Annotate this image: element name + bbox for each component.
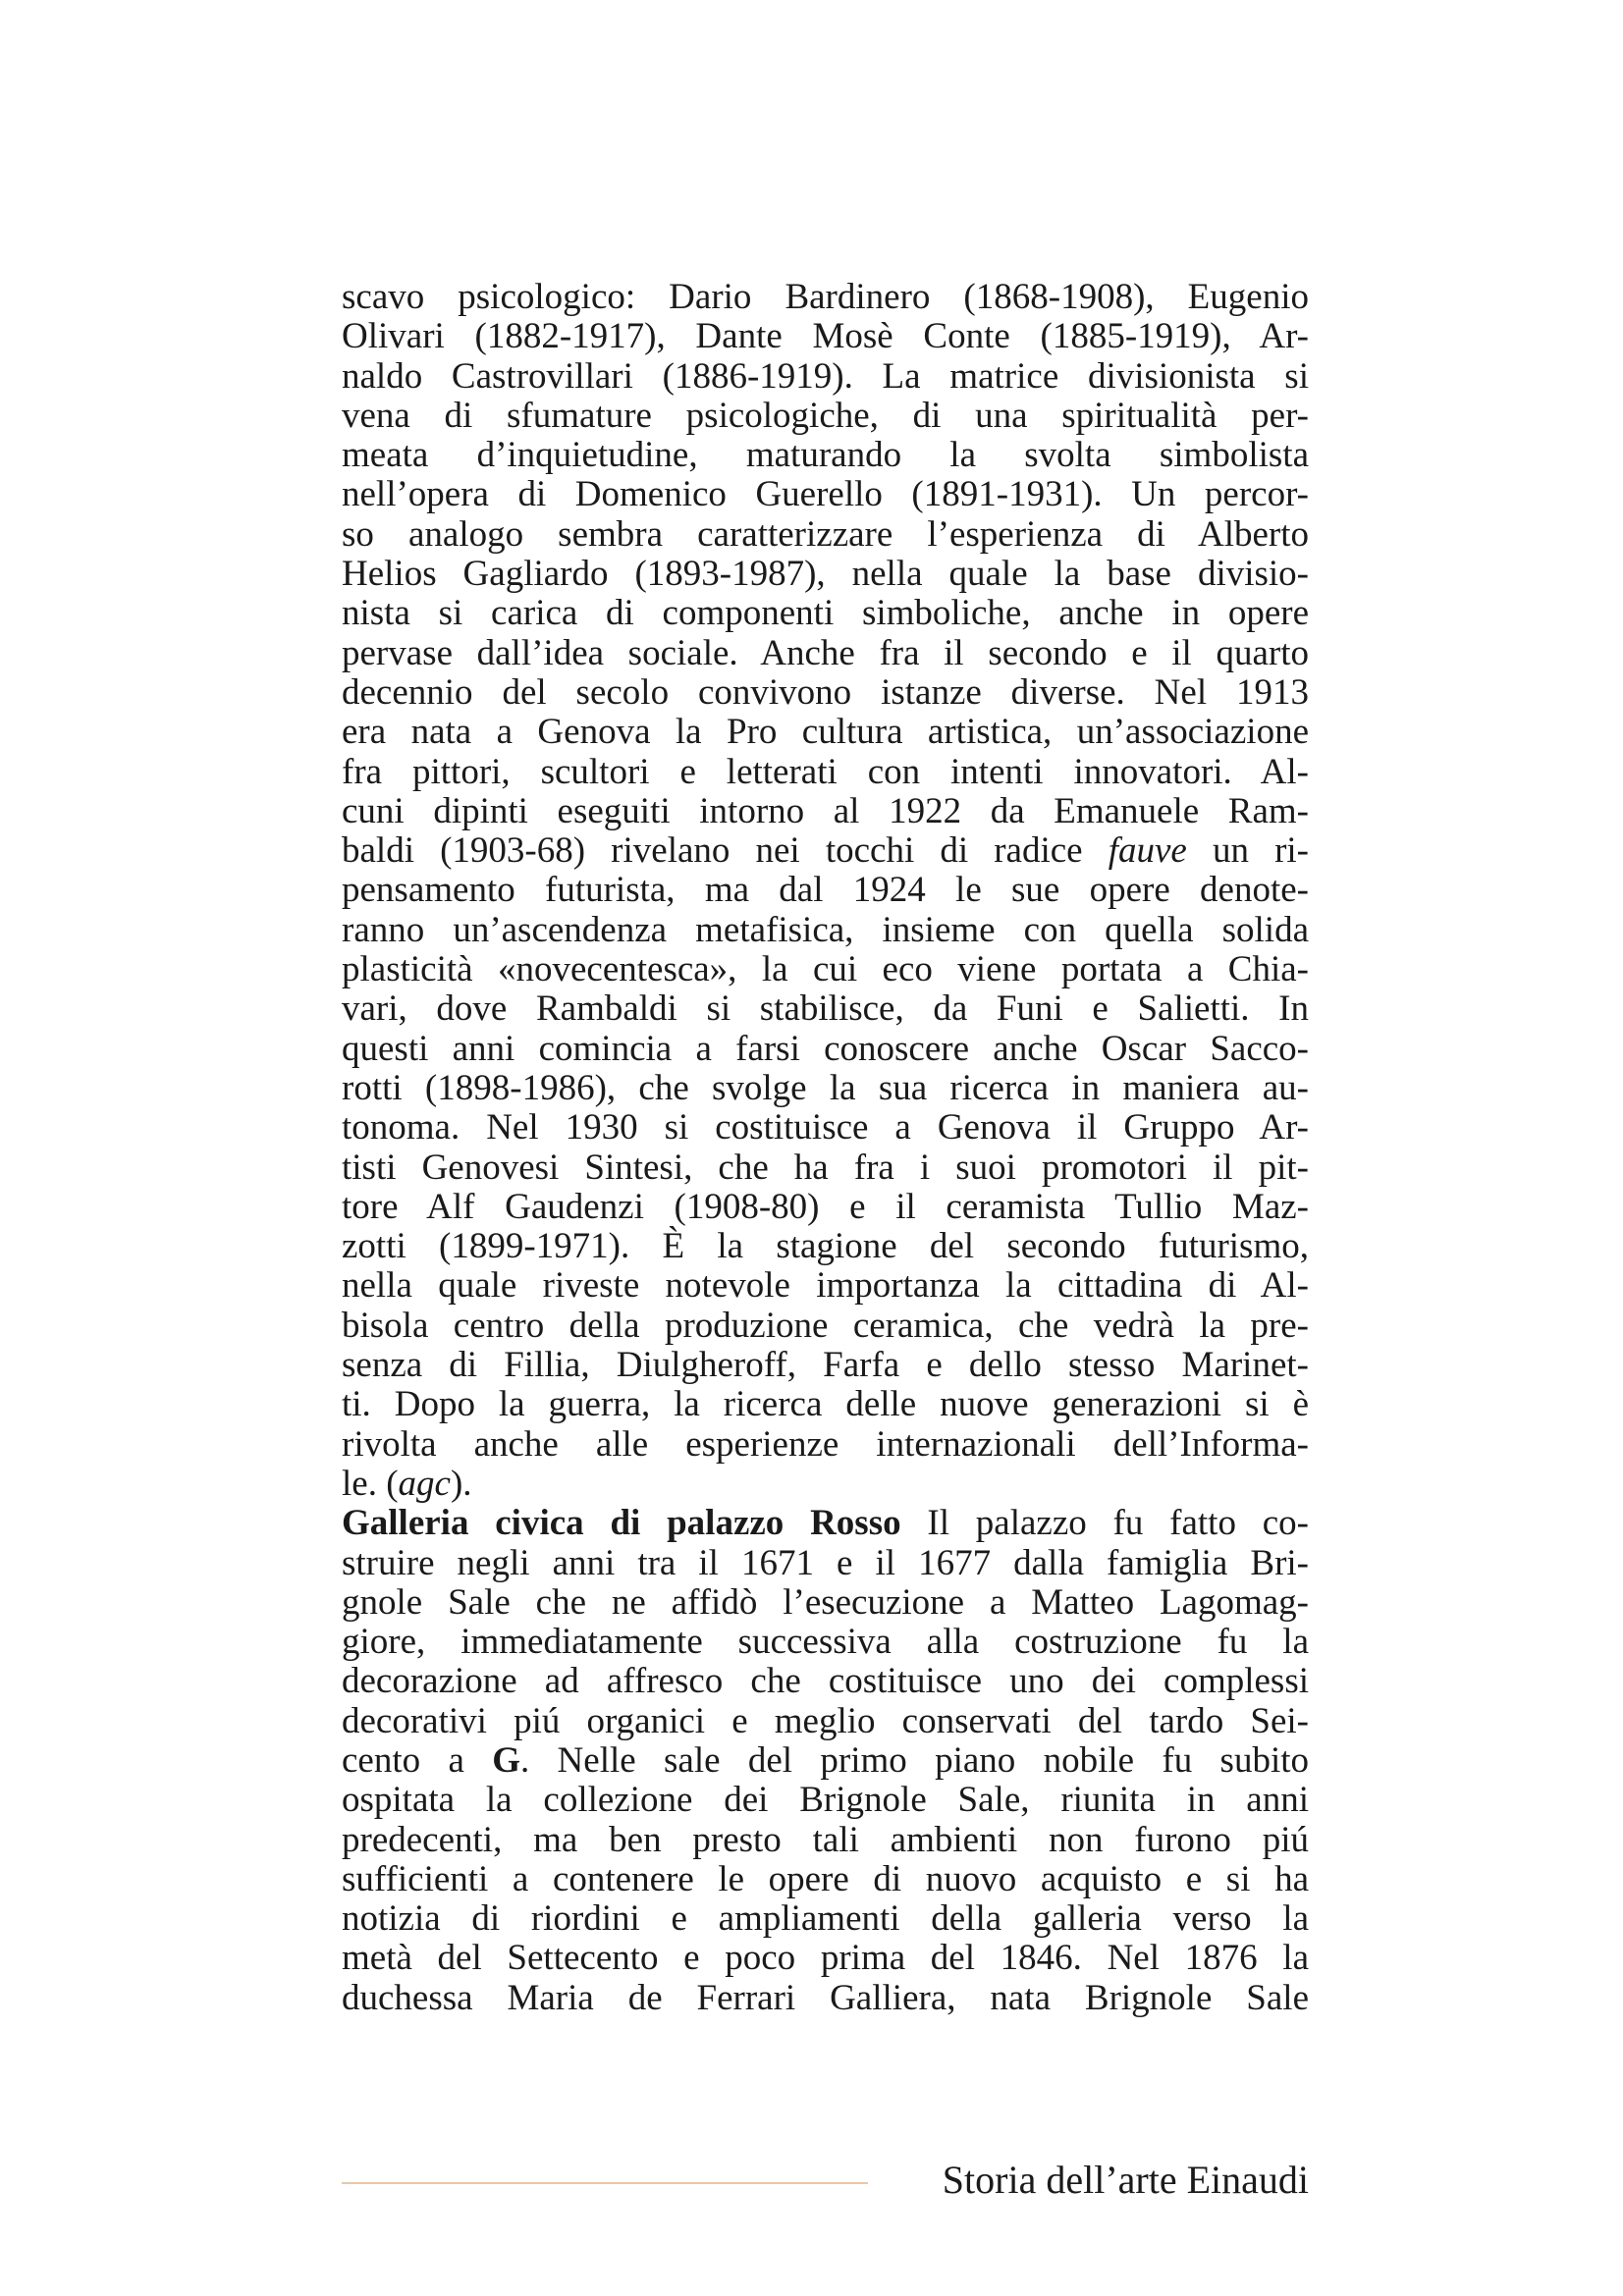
italic-text: agc [398,1463,451,1504]
text-line [342,1623,1309,1662]
text-line [342,1069,1309,1108]
text-line [342,1821,1309,1860]
text-line [342,1307,1309,1346]
text-segment: senza di Fillia, Diulgheroff, Farfa e dello stesso Marinet- [342,1345,1309,1386]
text-line [342,673,1309,713]
text-segment: so analogo sembra caratterizzare l’esperienza di Alberto [342,513,1309,555]
text-segment: ranno un’ascendenza metafisica, insieme con quella solida [342,909,1309,950]
text-line [342,1030,1309,1069]
text-segment: vari, dove Rambaldi si stabilisce, da Funi e Salietti. In [342,988,1309,1030]
text-line [342,278,1309,317]
text-segment: nella quale riveste notevole importanza la cittadina di Al- [342,1265,1309,1307]
text-segment: meata d’inquietudine, maturando la svolta simbolista [342,435,1309,476]
text-line [342,1465,1309,1504]
text-line [342,792,1309,831]
text-segment: cuni dipinti eseguiti intorno al 1922 da Emanuele Ram- [342,790,1309,831]
text-line [342,594,1309,633]
text-segment: bisola centro della produzione ceramica, che vedrà la pre- [342,1305,1309,1346]
text-segment: decorativi piú organici e meglio conservati del tardo Sei- [342,1700,1309,1741]
text-line [342,555,1309,594]
text-segment: scavo psicologico: Dario Bardinero (1868-1908), Eugenio [342,277,1309,317]
text-segment: pervase dall’idea sociale. Anche fra il secondo e il quarto [342,632,1309,673]
text-line [342,1227,1309,1266]
text-line [342,1702,1309,1741]
text-line [342,950,1309,989]
text-segment: plasticità «novecentesca», la cui eco viene portata a Chia- [342,949,1309,990]
text-segment: pensamento futurista, ma dal 1924 le sue opere denote- [342,870,1309,911]
text-line [342,1781,1309,1820]
text-segment: duchessa Maria de Ferrari Galliera, nata Brignole Sale [342,1977,1309,2018]
text-line [342,1662,1309,1701]
text-line [342,1899,1309,1939]
text-segment: nell’opera di Domenico Guerello (1891-1931). Un percor- [342,474,1309,515]
text-segment: tisti Genovesi Sintesi, che ha fra i suoi promotori il pit- [342,1147,1309,1188]
text-line [342,397,1309,436]
bold-text: Galleria civica di palazzo Rosso [342,1503,901,1544]
text-segment: predecenti, ma ben presto tali ambienti non furono piú [342,1819,1309,1860]
text-segment: ospitata la collezione dei Brignole Sale, riunita in anni [342,1780,1309,1821]
text-segment: struire negli anni tra il 1671 e il 1677 dalla famiglia Bri- [342,1542,1309,1583]
text-segment: tore Alf Gaudenzi (1908-80) e il ceramista Tullio Maz- [342,1186,1309,1227]
text-line [342,1108,1309,1148]
text-line [342,871,1309,910]
text-line [342,1979,1309,2018]
text-line [342,831,1309,871]
text-segment: rotti (1898-1986), che svolge la sua ricerca in maniera au- [342,1067,1309,1108]
text-line [342,1385,1309,1424]
text-segment: questi anni comincia a farsi conoscere anche Oscar Sacco- [342,1028,1309,1069]
text-segment: Olivari (1882-1917), Dante Mosè Conte (1885-1919), Ar- [342,316,1309,357]
text-line [342,713,1309,752]
text-line [342,1741,1309,1781]
text-segment: Helios Gagliardo (1893-1987), nella quale la base divisio- [342,554,1309,595]
text-segment: era nata a Genova la Pro cultura artistica, un’associazione [342,712,1309,753]
text-segment: baldi (1903-68) rivelano nei tocchi di radice [342,830,1109,872]
text-segment: decennio del secolo convivono istanze diverse. Nel 1913 [342,671,1309,713]
text-line [342,634,1309,673]
text-line [342,515,1309,555]
text-segment: ti. Dopo la guerra, la ricerca delle nuove generazioni si è [342,1384,1309,1425]
text-segment: notizia di riordini e ampliamenti della galleria verso la [342,1898,1309,1940]
text-segment: gnole Sale che ne affidò l’esecuzione a Matteo Lagomag- [342,1581,1309,1623]
bold-text: G [492,1739,520,1781]
italic-text: fauve [1108,830,1187,872]
text-line [342,911,1309,950]
text-segment: fra pittori, scultori e letterati con intenti innovatori. Al- [342,751,1309,792]
text-line [342,1544,1309,1583]
text-line [342,1504,1309,1543]
text-segment: tonoma. Nel 1930 si costituisce a Genova il Gruppo Ar- [342,1107,1309,1148]
text-segment: Il palazzo fu fatto co- [900,1503,1309,1544]
footer-title: Storia dell’arte Einaudi [942,2158,1309,2202]
text-line [342,989,1309,1029]
text-segment: zotti (1899-1971). È la stagione del secondo futurismo, [342,1226,1309,1267]
text-segment: vena di sfumature psicologiche, di una spiritualità per- [342,395,1309,436]
text-segment: sufficienti a contenere le opere di nuovo acquisto e si ha [342,1858,1309,1899]
text-segment: decorazione ad affresco che costituisce uno dei complessi [342,1661,1309,1702]
text-line [342,1346,1309,1385]
text-line [342,1148,1309,1188]
text-line [342,1266,1309,1306]
text-segment: metà del Settecento e poco prima del 1846. Nel 1876 la [342,1938,1309,1979]
text-line [342,357,1309,397]
text-segment: rivolta anche alle esperienze internazionali dell’Informa- [342,1423,1309,1465]
text-line [342,1425,1309,1465]
text-segment: cento a [342,1739,493,1781]
text-line [342,1583,1309,1623]
text-line [342,436,1309,475]
text-segment: giore, immediatamente successiva alla costruzione fu la [342,1622,1309,1663]
text-segment: un ri- [1186,830,1309,872]
body-text [342,278,1309,2018]
text-line [342,1188,1309,1227]
text-segment: naldo Castrovillari (1886-1919). La matrice divisionista si [342,355,1309,397]
text-segment: . Nelle sale del primo piano nobile fu subito [519,1739,1310,1781]
text-line [342,1939,1309,1978]
text-line [342,1860,1309,1899]
text-segment: le. ( [342,1463,399,1504]
text-line [342,753,1309,792]
text-segment: ). [450,1463,472,1504]
footer-rule [342,2182,868,2184]
text-line [342,317,1309,356]
text-line [342,475,1309,514]
text-segment: nista si carica di componenti simboliche, anche in opere [342,593,1309,634]
